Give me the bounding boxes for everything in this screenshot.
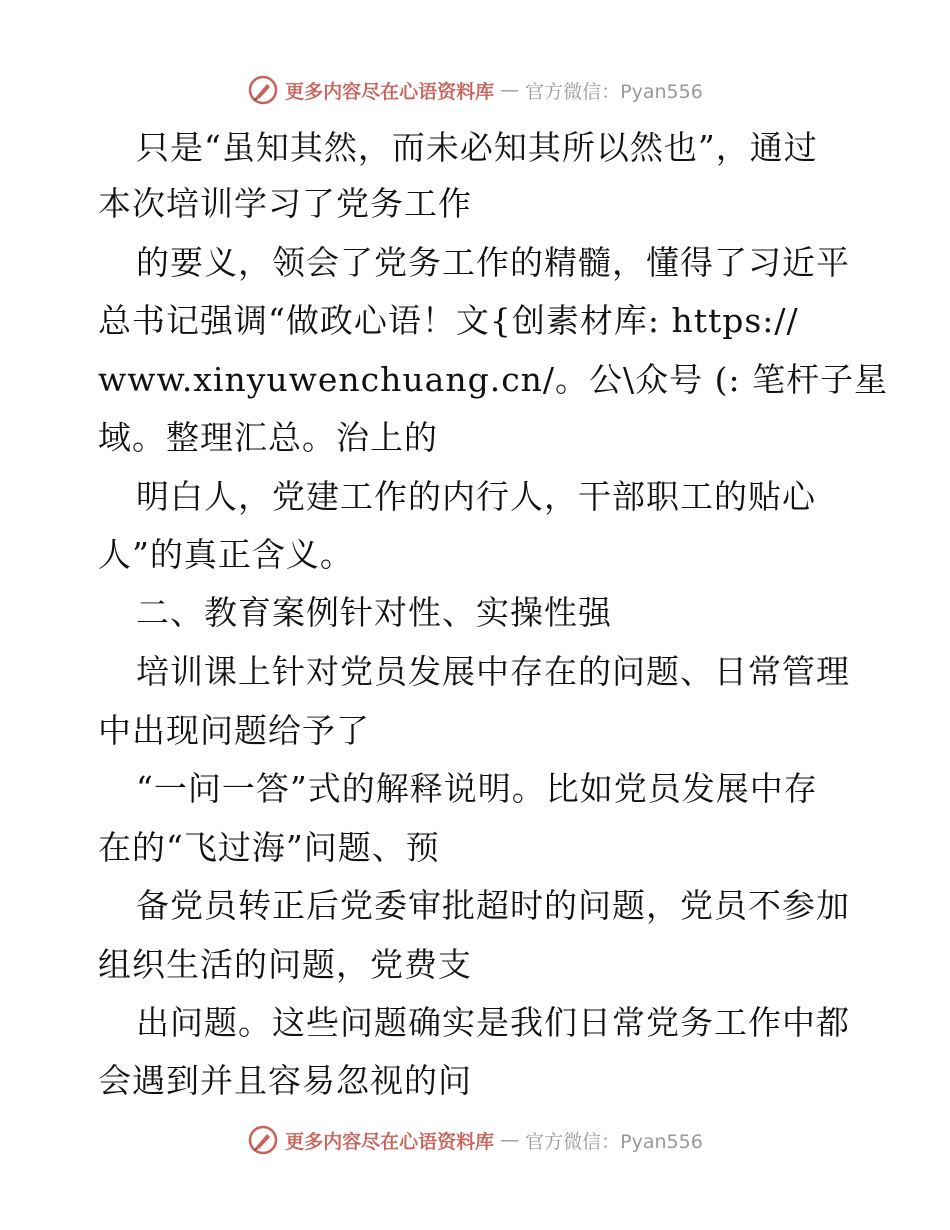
text-line: 中出现问题给予了 [98, 711, 370, 750]
banner-separator: — [500, 79, 520, 101]
text-line: 本次培训学习了党务工作 [98, 184, 472, 223]
banner-separator: — [500, 1129, 520, 1151]
footer-banner [0, 1120, 950, 1160]
banner-title: 更多内容尽在心语资料库 [285, 1130, 495, 1153]
text-line: 会遇到并且容易忽视的问 [98, 1061, 472, 1100]
text-line: 只是“虽知其然，而未必知其所以然也”，通过 [136, 128, 818, 167]
text-line: 备党员转正后党委审批超时的问题，党员不参加 [136, 886, 850, 925]
header-banner [0, 70, 950, 110]
banner-title: 更多内容尽在心语资料库 [285, 80, 495, 103]
text-line: 的要义，领会了党务工作的精髓，懂得了习近平 [136, 243, 850, 282]
text-line: 在的“飞过海”问题、预 [98, 828, 440, 867]
text-line: 组织生活的问题，党费支 [98, 945, 472, 984]
footer-banner-content [247, 1124, 703, 1156]
banner-wechat: 官方微信：Pyan556 [525, 80, 703, 103]
pen-logo-icon [247, 1124, 279, 1156]
text-line: 总书记强调“做政心语！文{创素材库: https:// [98, 301, 799, 340]
text-line: 出问题。这些问题确实是我们日常党务工作中都 [136, 1003, 850, 1042]
text-line: “一问一答”式的解释说明。比如党员发展中存 [136, 769, 818, 808]
pen-logo-icon [247, 74, 279, 106]
text-line: 明白人，党建工作的内行人，干部职工的贴心 [136, 477, 816, 516]
text-line: 培训课上针对党员发展中存在的问题、日常管理 [136, 652, 850, 691]
banner-wechat: 官方微信：Pyan556 [525, 1130, 703, 1153]
text-line: www.xinyuwenchuang.cn/。公\众号 (: 笔杆子星 [98, 360, 889, 399]
text-line: 人”的真正含义。 [98, 535, 354, 574]
text-line: 域。整理汇总。治上的 [98, 418, 438, 457]
header-banner-content [247, 74, 703, 106]
section-heading: 二、教育案例针对性、实操性强 [136, 593, 612, 632]
